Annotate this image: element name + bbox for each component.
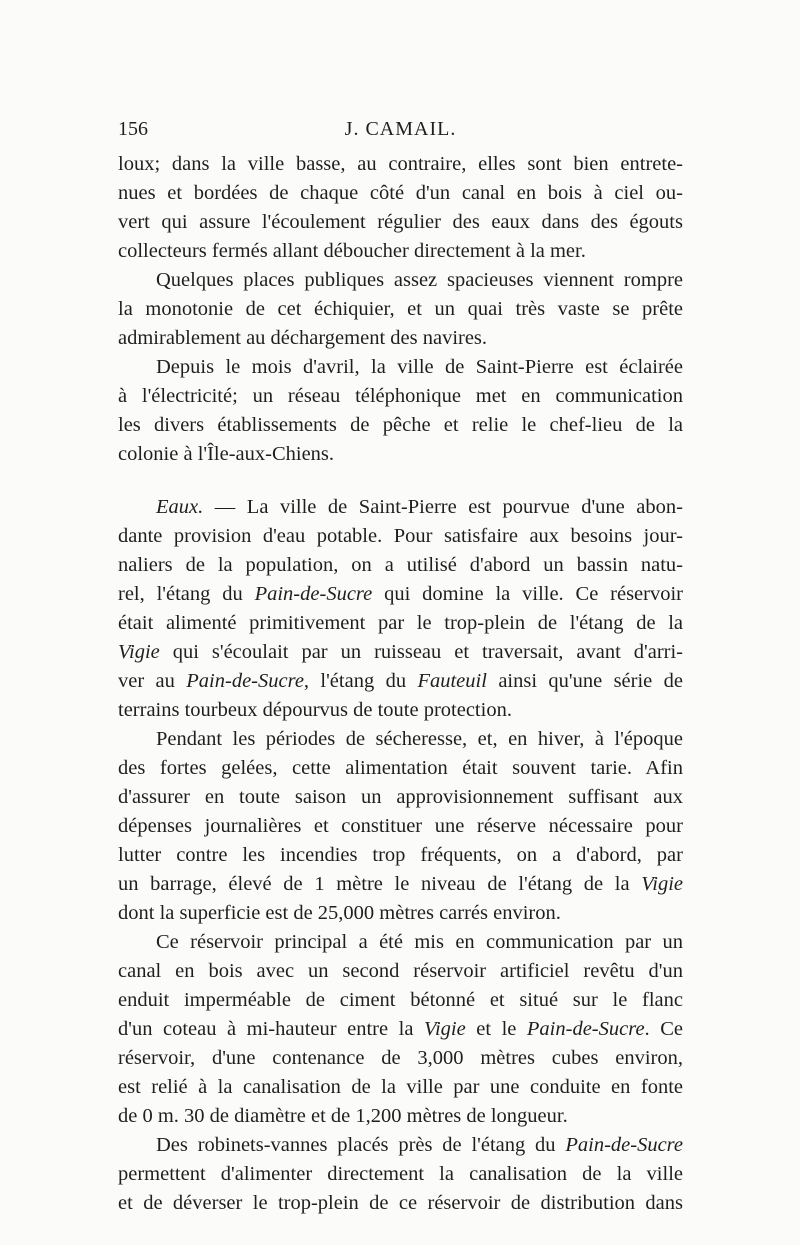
text-line: dante provision d'eau potable. Pour satisfaire aux besoins jour- (118, 525, 683, 547)
text-line: les divers établissements de pêche et relie le chef-lieu de la (118, 414, 683, 436)
text-span: qui domine la ville. Ce réservoir (372, 583, 683, 605)
text-line: loux; dans la ville basse, au contraire, elles sont bien entrete- (118, 153, 683, 175)
text-line (118, 1131, 683, 1160)
paragraph (118, 353, 683, 469)
place-name: Vigie (118, 641, 160, 663)
text-span: d'un coteau à mi-hauteur entre la (118, 1018, 424, 1040)
text-line: Pendant les périodes de sécheresse, et, en hiver, à l'époque (156, 728, 683, 750)
text-line: la monotonie de cet échiquier, et un quai très vaste se prête (118, 298, 683, 320)
text-line: à l'électricité; un réseau téléphonique met en communication (118, 385, 683, 407)
running-head (118, 118, 683, 148)
place-name: Vigie (423, 1018, 466, 1040)
text-line: collecteurs fermés allant déboucher directement à la mer. (118, 240, 586, 262)
running-title: J. CAMAIL. (344, 118, 457, 140)
text-line: terrains tourbeux dépourvus de toute protection. (118, 699, 512, 721)
body-text (118, 150, 683, 1218)
text-line: et de déverser le trop-plein de ce réservoir de distribution dans (118, 1192, 683, 1214)
paragraph-eaux (118, 493, 683, 725)
text-span: rel, l'étang du (118, 583, 255, 605)
text-span: Des robinets-vannes placés près de l'étang du (156, 1134, 566, 1156)
text-line: vert qui assure l'écoulement régulier des eaux dans des égouts (118, 211, 683, 233)
paragraph (118, 1131, 683, 1218)
text-line (118, 580, 683, 609)
text-line: de 0 m. 30 de diamètre et de 1,200 mètres de longueur. (118, 1105, 568, 1127)
text-line (118, 1015, 683, 1044)
text-line: naliers de la population, on a utilisé d'abord un bassin natu- (118, 554, 683, 576)
text-line: Quelques places publiques assez spacieuses viennent rompre (156, 269, 683, 291)
place-name: Vigie (641, 873, 683, 895)
text-span: ainsi qu'une série de (486, 670, 683, 692)
text-span: qui s'écoulait par un ruisseau et traversait, avant d'arri- (159, 641, 683, 663)
text-span: ver au (118, 670, 187, 692)
text-line (118, 493, 683, 522)
page-number: 156 (118, 118, 148, 140)
place-name: Fauteuil (417, 670, 487, 692)
text-span: et le (465, 1018, 527, 1040)
text-line: est relié à la canalisation de la ville par une conduite en fonte (118, 1076, 683, 1098)
place-name: Pain-de-Sucre (565, 1134, 683, 1156)
text-line: permettent d'alimenter directement la canalisation de la ville (118, 1163, 683, 1185)
text-line: des fortes gelées, cette alimentation était souvent tarie. Afin (118, 757, 683, 779)
text-line: réservoir, d'une contenance de 3,000 mètres cubes environ, (118, 1047, 683, 1069)
section-label: Eaux. (156, 496, 204, 518)
text-span: un barrage, élevé de 1 mètre le niveau de l'étang de la (118, 873, 642, 895)
paragraph (118, 928, 683, 1131)
text-line: enduit imperméable de ciment bétonné et situé sur le flanc (118, 989, 683, 1011)
text-line: dépenses journalières et constituer une réserve nécessaire pour (118, 815, 683, 837)
text-line: dont la superficie est de 25,000 mètres carrés environ. (118, 902, 561, 924)
text-line: Ce réservoir principal a été mis en communication par un (156, 931, 683, 953)
text-span: . Ce (644, 1018, 683, 1040)
text-line (118, 870, 683, 899)
place-name: Pain-de-Sucre (254, 583, 373, 605)
text-line: Depuis le mois d'avril, la ville de Saint-Pierre est éclairée (156, 356, 683, 378)
text-line (118, 667, 683, 696)
text-span: , l'étang du (303, 670, 418, 692)
text-line: d'assurer en toute saison un approvisionnement suffisant aux (118, 786, 683, 808)
paragraph (118, 266, 683, 353)
text-line: canal en bois avec un second réservoir artificiel revêtu d'un (118, 960, 683, 982)
place-name: Pain-de-Sucre (186, 670, 304, 692)
text-line: admirablement au déchargement des navires. (118, 327, 488, 349)
text-line: était alimenté primitivement par le trop-plein de l'étang de la (118, 612, 683, 634)
text-line (118, 638, 683, 667)
place-name: Pain-de-Sucre (526, 1018, 645, 1040)
text-line: colonie à l'Île-aux-Chiens. (118, 443, 335, 465)
text-line: lutter contre les incendies trop fréquents, on a d'abord, par (118, 844, 683, 866)
section-gap (118, 469, 683, 493)
text-span: — La ville de Saint-Pierre est pourvue d'une abon- (203, 496, 683, 518)
paragraph (118, 725, 683, 928)
text-line: nues et bordées de chaque côté d'un canal en bois à ciel ou- (118, 182, 683, 204)
paragraph (118, 150, 683, 266)
